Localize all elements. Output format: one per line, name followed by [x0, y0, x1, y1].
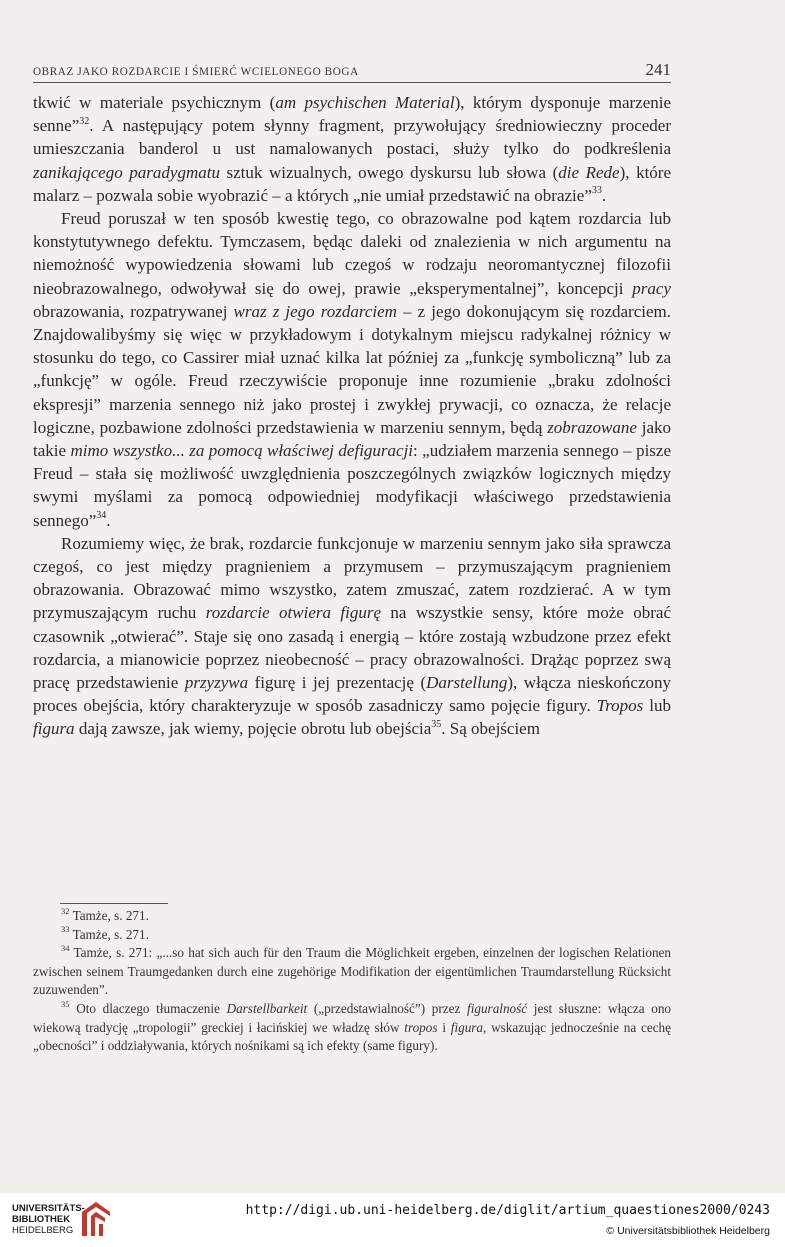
footnote-text: Tamże, s. 271.	[72, 908, 149, 923]
page-number: 241	[645, 60, 671, 79]
italic-run: rozdarcie otwiera figurę	[205, 603, 381, 623]
text-run: ), włącza nieskończony proces obejścia, który charakteryzuje w sposób zasadniczy samo pojęcie figury.	[33, 673, 671, 716]
running-head	[33, 60, 671, 83]
digital-library-footer	[0, 1193, 785, 1247]
library-name	[12, 1203, 85, 1236]
footnote-text: , wskazując jednocześnie na cechę „obecności” i oddziaływania, których nośnikami są ich efekty (same figury).	[33, 1019, 671, 1054]
footnote-32	[33, 907, 671, 926]
text-run: figurę i jej prezentację (	[248, 673, 427, 693]
text-run: sztuk wizualnych, owego dyskursu lub słowa (	[219, 162, 559, 182]
paragraph-3	[33, 532, 671, 741]
footnote-text: Tamże, s. 271.	[72, 926, 149, 942]
italic-run: die Rede	[558, 162, 620, 182]
footnote-text: jest słuszne: włącza ono wiekową tradycję „tropologii” greckiej i łacińskiej we władzę słów	[33, 1000, 672, 1035]
italic-run: mimo wszystko... za pomocą właściwej defiguracji	[70, 441, 414, 461]
text-run: tkwić w materiale psychicznym (	[33, 93, 276, 112]
italic-run: przyzywa	[184, 673, 249, 693]
text-run: lub	[643, 696, 671, 716]
italic-run: Darstellbarkeit	[226, 1000, 308, 1016]
italic-run: tropos	[404, 1019, 438, 1035]
footnote-text: i	[437, 1019, 451, 1035]
italic-run: pracy	[632, 278, 671, 298]
text-run: na wszystkie sensy, które może obrać czasownik „otwierać”. Staje się ono zasadą i energią – które zostają wzbudzone przez efekt rozdarcia, a mianowicie poprzez nieobecność – pracy obrazowalności. Drążąc poprzez swą pracę przedstawienie	[33, 603, 671, 693]
text-run: . Są obejściem	[441, 719, 540, 739]
source-url[interactable]: http://digi.ub.uni-heidelberg.de/diglit/artium_quaestiones2000/0243	[245, 1203, 770, 1218]
footnote-number: 32	[61, 905, 70, 916]
footnote-divider	[60, 903, 168, 904]
paragraph-1	[33, 91, 671, 207]
footnote-number: 33	[61, 924, 70, 935]
body-text	[33, 91, 671, 741]
footnote-35	[33, 1000, 671, 1056]
ub-heidelberg-logo-icon	[78, 1198, 114, 1238]
library-name-line: BIBLIOTHEK	[12, 1214, 71, 1225]
running-title: OBRAZ JAKO ROZDARCIE I ŚMIERĆ WCIELONEGO BOGA	[33, 66, 359, 78]
text-run: .	[601, 185, 607, 205]
italic-run: figura	[33, 719, 75, 739]
footnote-number: 34	[61, 942, 70, 953]
text-run: .	[106, 510, 111, 530]
copyright-notice: © Universitätsbibliothek Heidelberg	[606, 1225, 770, 1237]
italic-run: figura	[450, 1019, 484, 1035]
footnote-text: („przedstawialność”) przez	[307, 1000, 468, 1016]
footnote-ref[interactable]: 32	[79, 115, 90, 127]
footnote-text: Tamże, s. 271: „...so hat sich auch für den Traum die Möglichkeit ergeben, einzelnen der logischen Relationen zwischen seinem Traumgedanken durch eine zugehörige Modifikation der eigentümlichen Traumdarstellung Rücksicht zuzuwenden”.	[33, 945, 672, 998]
text-run: – z jego dokonującym się rozdarciem. Znajdowalibyśmy się więc w przykładowym i dotykalnym miejscu radykalnej różnicy w stosunku do tego, co Cassirer miał uznać kilka lat później za „funkcję symboliczną” lub za „funkcję” w ogóle. Freud rzeczywiście proponuje inne rozumienie „braku zdolności ekspresji” marzenia sennego niż jako prostej i zwykłej prywacji, co oznacza, że relacje logiczne, pozbawione zdolności przedstawienia w marzeniu sennym, będą	[33, 301, 672, 437]
footnote-ref[interactable]: 33	[591, 185, 602, 197]
text-run: : „udziałem marzenia sennego – pisze Freud – stała się możliwość uwzględnienia poszczególnych związków logicznych między swymi myślami za pomocą odpowiedniej modyfikacji właściwego przedstawienia sennego”	[33, 441, 671, 530]
library-name-line: HEIDELBERG	[12, 1225, 74, 1236]
footnotes	[33, 907, 671, 1056]
italic-run: am psychischen Material	[275, 93, 455, 112]
footnote-33	[33, 926, 671, 945]
footnote-text: Oto dlaczego tłumaczenie	[76, 1000, 227, 1016]
footnote-ref[interactable]: 34	[96, 510, 107, 521]
footnote-34	[33, 944, 671, 1000]
footnote-ref[interactable]: 35	[431, 718, 442, 730]
text-run: ), które malarz – pozwala sobie wyobrazić – a których „nie umiał przedstawić na obrazie”	[33, 162, 671, 205]
text-run: . A następujący potem słynny fragment, przywołujący średniowieczny proceder umieszczania banderol u ust namalowanych postaci, służy tylko do podkreślenia	[33, 116, 671, 159]
library-name-line: UNIVERSITÄTS-	[12, 1203, 85, 1214]
text-run: Freud poruszał w ten sposób kwestię tego, co obrazowalne pod kątem rozdarcia lub konstytutywnego defektu. Tymczasem, będąc daleki od znalezienia w nich argumentu na niemożność wypowiedzenia słowami lub czegoś w rodzaju neoromantycznej filozofii nieobrazowalnego, odwoływał się do owej, prawie „eksperymentalnej”, koncepcji	[33, 209, 671, 298]
italic-run: zobrazowane	[547, 417, 637, 437]
footnote-number: 35	[61, 998, 70, 1009]
paragraph-2	[33, 207, 671, 532]
text-run: obrazowania, rozpatrywanej	[33, 301, 234, 321]
italic-run: Darstellung	[426, 673, 508, 693]
italic-run: wraz z jego rozdarciem	[233, 301, 397, 321]
italic-run: Tropos	[596, 696, 644, 716]
italic-run: zanikającego paradygmatu	[33, 162, 220, 182]
text-run: jako takie	[33, 417, 671, 461]
text-run: dają zawsze, jak wiemy, pojęcie obrotu lub obejścia	[74, 719, 432, 739]
text-run: Rozumiemy więc, że brak, rozdarcie funkcjonuje w marzeniu sennym jako siła sprawcza czegoś, co jest między pragnieniem a przymusem – przymuszającym pragnieniem obrazowania. Obrazować mimo wszystko, zatem zmuszać, zatem rozdzierać. A w tym przymuszającym ruchu	[33, 533, 671, 623]
italic-run: figuralność	[467, 1000, 528, 1016]
text-run: ), którym dysponuje marzenie senne”	[33, 93, 672, 136]
